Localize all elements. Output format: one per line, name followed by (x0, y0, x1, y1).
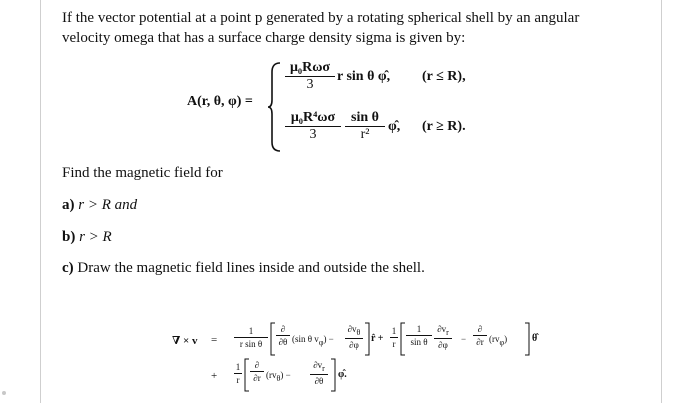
case2-fraction-b (345, 110, 385, 143)
case2-denominator-b: r² (345, 126, 385, 143)
theta-hat: θ̂ (532, 333, 538, 344)
case1-numerator: μ₀Rωσ (289, 60, 331, 75)
task-b-text: r > R (79, 229, 112, 245)
task-a-text: r > R and (78, 197, 138, 213)
case2-fraction-a (285, 110, 341, 143)
task-b (62, 228, 112, 247)
curl-lhs: ∇ × v (172, 335, 198, 347)
curl-frac-2: $\frac{1}{r}$ (391, 326, 397, 349)
curl-frac-1-den: r sin θ (234, 337, 268, 350)
case2-rest: φ̂, (388, 119, 401, 134)
scroll-marker (2, 391, 6, 395)
curl-plus: + (211, 370, 218, 382)
partial-v-r-phi: $\frac{\partial v_r}{\partial\varphi}$ (434, 324, 452, 351)
case2-denominator-a: 3 (285, 126, 341, 143)
partial-r-1: ∂ ∂r (473, 324, 487, 348)
task-c (62, 259, 425, 278)
question-line-2: velocity omega that has a surface charge density sigma is given by: (62, 30, 466, 46)
task-b-label: b) (62, 229, 76, 245)
equation-lhs: A(r, θ, φ) = (187, 94, 253, 109)
bracket-close-1 (364, 322, 370, 356)
task-c-text: Draw the magnetic field lines inside and outside the shell. (77, 260, 425, 276)
question-line-1: If the vector potential at a point p generated by a rotating spherical shell by an angular (62, 10, 580, 26)
curl-frac-3: $\frac{1}{r}$ (235, 362, 241, 385)
curl-equals: = (211, 334, 218, 346)
curl-frac-1 (234, 326, 268, 350)
task-a-label: a) (62, 197, 75, 213)
case1-fraction (285, 60, 335, 93)
bracket-close-3 (330, 358, 336, 392)
bracket-close-2 (524, 322, 530, 356)
r-hat-plus: r̂ + (371, 333, 384, 344)
case1-denominator: 3 (285, 76, 335, 93)
partial-v-r-theta: $\frac{\partial v_r}{\partial\theta}$ (310, 360, 328, 387)
partial-r-2: ∂ ∂r (250, 360, 264, 384)
case2-numerator-b: sin θ (351, 110, 379, 125)
case2-numerator-a: μ₀R⁴ωσ (290, 110, 336, 125)
case2-condition: (r ≥ R). (422, 119, 466, 134)
left-brace (268, 62, 282, 152)
task-a (62, 196, 137, 215)
curl-frac-1-num: 1 (248, 326, 254, 336)
one-over-sin-theta: $\frac{1}{\text{sin θ}}$ (406, 324, 432, 348)
partial-theta-1: ∂ ∂θ (276, 324, 290, 348)
partial-v-theta: $\frac{\partial v_\theta}{\partial\varphi}$ (345, 324, 363, 351)
case1-condition: (r ≤ R), (422, 69, 466, 84)
sin-theta-v-phi: (sin θ $v_\varphi$) − (292, 334, 334, 347)
r-v-phi: $(rv_\varphi)$ (489, 334, 508, 347)
case1-rest: r sin θ φ̂, (337, 69, 391, 84)
phi-hat: φ̂. (338, 369, 347, 380)
task-intro: Find the magnetic field for (62, 165, 223, 181)
minus-2: − (461, 334, 467, 344)
task-c-label: c) (62, 260, 74, 276)
r-v-theta: $(rv_\theta)$ − (266, 370, 291, 383)
